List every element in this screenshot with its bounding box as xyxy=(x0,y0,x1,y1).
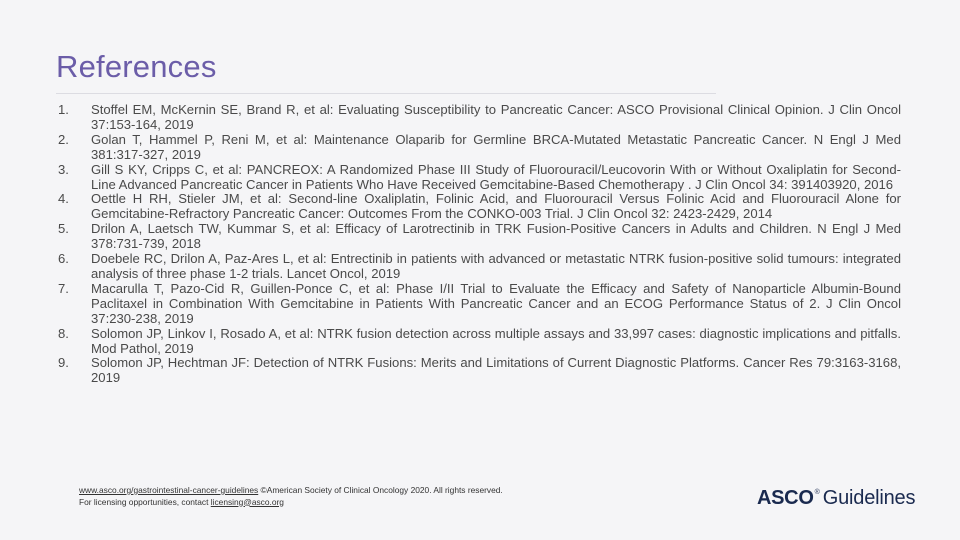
footer-line-2 xyxy=(79,497,503,509)
licensing-text: For licensing opportunities, contact xyxy=(79,496,211,507)
reference-item xyxy=(58,282,901,327)
guidelines-link[interactable]: www.asco.org/gastrointestinal-cancer-guidelines xyxy=(79,485,259,495)
reference-item xyxy=(58,252,901,282)
copyright-text: ©American Society of Clinical Oncology 2020. All rights reserved. xyxy=(258,485,503,495)
reference-number: 6. xyxy=(58,251,69,267)
reference-text: Doebele RC, Drilon A, Paz-Ares L, et al: Entrectinib in patients with advanced or metastatic NTRK fusion-positive solid tumours: integrated analysis of three phase 1-2 trials. Lancet Oncol, 2019 xyxy=(91,251,901,281)
title-divider xyxy=(56,93,716,94)
reference-item xyxy=(58,222,901,252)
reference-item xyxy=(58,356,901,386)
reference-item xyxy=(58,133,901,163)
reference-text: Solomon JP, Hechtman JF: Detection of NTRK Fusions: Merits and Limitations of Current Diagnostic Platforms. Cancer Res 79:3163-3168, 2019 xyxy=(91,355,901,386)
reference-item xyxy=(58,327,901,357)
reference-number: 9. xyxy=(58,355,69,371)
reference-number: 1. xyxy=(58,102,69,117)
asco-guidelines-logo xyxy=(757,483,922,513)
reference-number: 8. xyxy=(58,325,69,341)
logo-registered-mark: ® xyxy=(814,488,820,496)
reference-text: Gill S KY, Cripps C, et al: PANCREOX: A Randomized Phase III Study of Fluorouracil/Leucovorin With or Without Oxaliplatin for Second-Line Advanced Pancreatic Cancer in Patients Who Have Received Gemcitabine-Based Chemotherapy . J Clin Oncol 34: 391403920, 2016 xyxy=(91,161,901,192)
logo-guidelines-text: Guidelines xyxy=(822,486,916,509)
reference-text: Solomon JP, Linkov I, Rosado A, et al: NTRK fusion detection across multiple assays and 33,997 cases: diagnostic implications and pitfalls. Mod Pathol, 2019 xyxy=(91,325,901,356)
reference-text: Macarulla T, Pazo-Cid R, Guillen-Ponce C, et al: Phase I/II Trial to Evaluate the Efficacy and Safety of Nanoparticle Albumin-Bound Paclitaxel in Combination With Gemcitabine in Patients With Pancreatic Cancer and an ECOG Performance Status of 2. J Clin Oncol 37:230-238, 2019 xyxy=(91,280,901,326)
reference-text: Oettle H RH, Stieler JM, et al: Second-line Oxaliplatin, Folinic Acid, and Fluorouracil Versus Folinic Acid and Fluorouracil Alone for Gemcitabine-Refractory Pancreatic Cancer: Outcomes From the CONKO-003 Trial. J Clin Oncol 32: 2423-2429, 2014 xyxy=(91,191,901,222)
reference-text: Stoffel EM, McKernin SE, Brand R, et al: Evaluating Susceptibility to Pancreatic Cancer: ASCO Provisional Clinical Opinion. J Clin Oncol 37:153-164, 2019 xyxy=(91,102,901,132)
reference-list xyxy=(58,103,901,386)
reference-item xyxy=(58,103,901,133)
reference-item xyxy=(58,163,901,193)
logo-asco-text: ASCO xyxy=(757,486,814,509)
reference-number: 4. xyxy=(58,191,69,207)
reference-number: 3. xyxy=(58,161,69,177)
reference-number: 7. xyxy=(58,280,69,296)
footer xyxy=(79,485,503,508)
reference-text: Golan T, Hammel P, Reni M, et al: Maintenance Olaparib for Germline BRCA-Mutated Metastatic Pancreatic Cancer. N Engl J Med 381:317-327, 2019 xyxy=(91,131,901,162)
reference-number: 5. xyxy=(58,221,69,237)
reference-text: Drilon A, Laetsch TW, Kummar S, et al: Efficacy of Larotrectinib in TRK Fusion-Positive Cancers in Adults and Children. N Engl J Med 378:731-739, 2018 xyxy=(91,221,901,252)
page-title: References xyxy=(56,49,217,84)
footer-line-1 xyxy=(79,485,503,497)
reference-item xyxy=(58,192,901,222)
licensing-email-link[interactable]: licensing@asco.org xyxy=(210,496,284,507)
reference-number: 2. xyxy=(58,131,69,147)
